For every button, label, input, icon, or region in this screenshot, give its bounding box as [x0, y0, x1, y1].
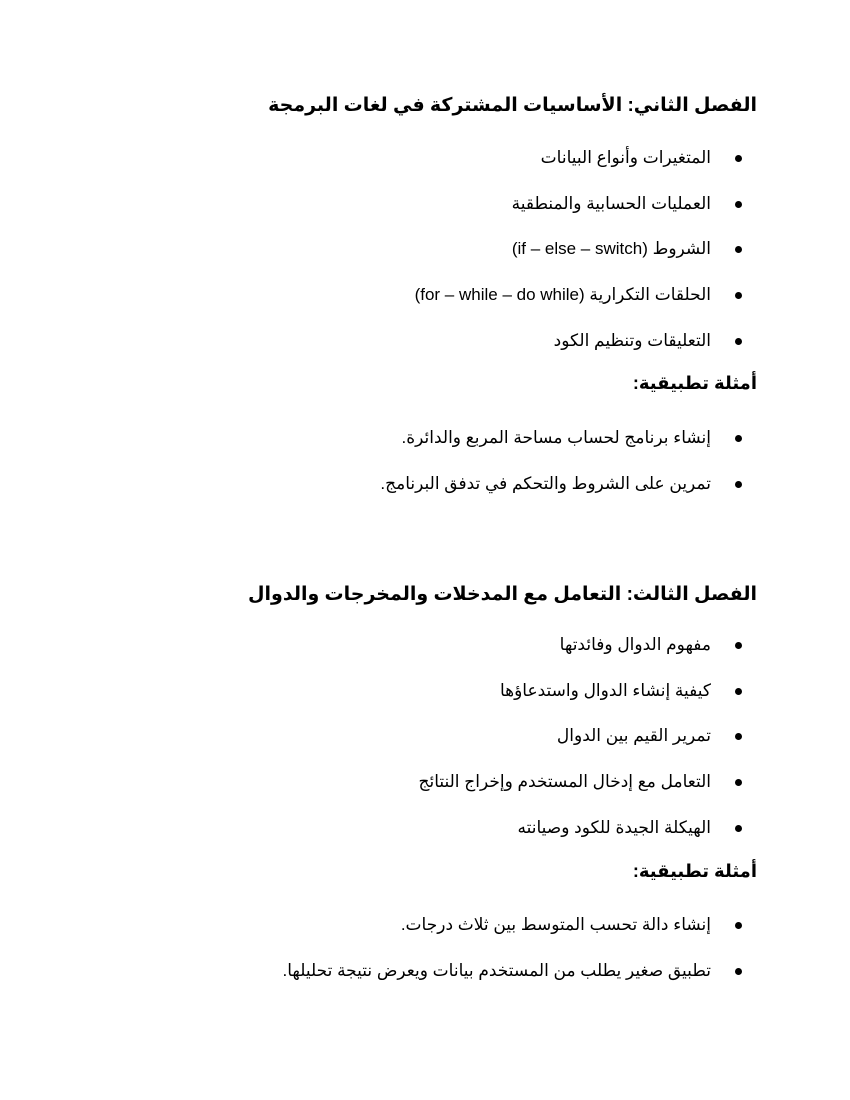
bullet-icon — [735, 435, 742, 442]
chapter-3-examples-title: أمثلة تطبيقية: — [632, 861, 757, 881]
topic-text: الهيكلة الجيدة للكود وصيانته — [517, 818, 711, 837]
chapter-3-example — [283, 959, 742, 983]
chapter-2-topic — [554, 329, 742, 353]
example-text: تطبيق صغير يطلب من المستخدم بيانات ويعرض نتيجة تحليلها. — [282, 961, 711, 980]
chapter-2-examples-title: أمثلة تطبيقية: — [632, 373, 757, 393]
example-text: إنشاء برنامج لحساب مساحة المربع والدائرة. — [401, 428, 711, 447]
chapter-3-topic — [557, 724, 742, 748]
bullet-icon — [735, 292, 742, 299]
topic-text: التعامل مع إدخال المستخدم وإخراج النتائج — [418, 772, 711, 791]
chapter-2-topic — [512, 237, 742, 261]
bullet-icon — [735, 642, 742, 649]
bullet-icon — [735, 246, 742, 253]
chapter-2-title: الفصل الثاني: الأساسيات المشتركة في لغات البرمجة — [268, 95, 757, 116]
chapter-3-title: الفصل الثالث: التعامل مع المدخلات والمخرجات والدوال — [248, 584, 757, 605]
bullet-icon — [735, 201, 742, 208]
chapter-3-topic — [500, 679, 742, 703]
example-text: إنشاء دالة تحسب المتوسط بين ثلاث درجات. — [400, 915, 711, 934]
topic-text: كيفية إنشاء الدوال واستدعاؤها — [499, 681, 711, 700]
topic-text: تمرير القيم بين الدوال — [556, 726, 711, 745]
bullet-icon — [735, 825, 742, 832]
topic-text: مفهوم الدوال وفائدتها — [559, 635, 711, 654]
topic-text: التعليقات وتنظيم الكود — [553, 331, 711, 350]
topic-text: الشروط (if – else – switch) — [511, 239, 711, 258]
bullet-icon — [735, 338, 742, 345]
topic-text: العمليات الحسابية والمنطقية — [511, 194, 711, 213]
chapter-2-example — [380, 472, 742, 496]
chapter-3-example — [401, 913, 742, 937]
bullet-icon — [735, 733, 742, 740]
chapter-3-topic — [560, 633, 742, 657]
example-text: تمرين على الشروط والتحكم في تدفق البرنامج. — [380, 474, 711, 493]
chapter-2-topic — [512, 192, 742, 216]
bullet-icon — [735, 779, 742, 786]
chapter-3-topic — [518, 816, 742, 840]
bullet-icon — [735, 922, 742, 929]
chapter-2-topic — [415, 283, 742, 307]
topic-text: الحلقات التكرارية (for – while – do while) — [414, 285, 711, 304]
bullet-icon — [735, 481, 742, 488]
bullet-icon — [735, 155, 742, 162]
chapter-2-example — [402, 426, 742, 450]
bullet-icon — [735, 688, 742, 695]
topic-text: المتغيرات وأنواع البيانات — [540, 148, 711, 167]
chapter-3-topic — [418, 770, 742, 794]
bullet-icon — [735, 968, 742, 975]
chapter-2-topic — [541, 146, 742, 170]
